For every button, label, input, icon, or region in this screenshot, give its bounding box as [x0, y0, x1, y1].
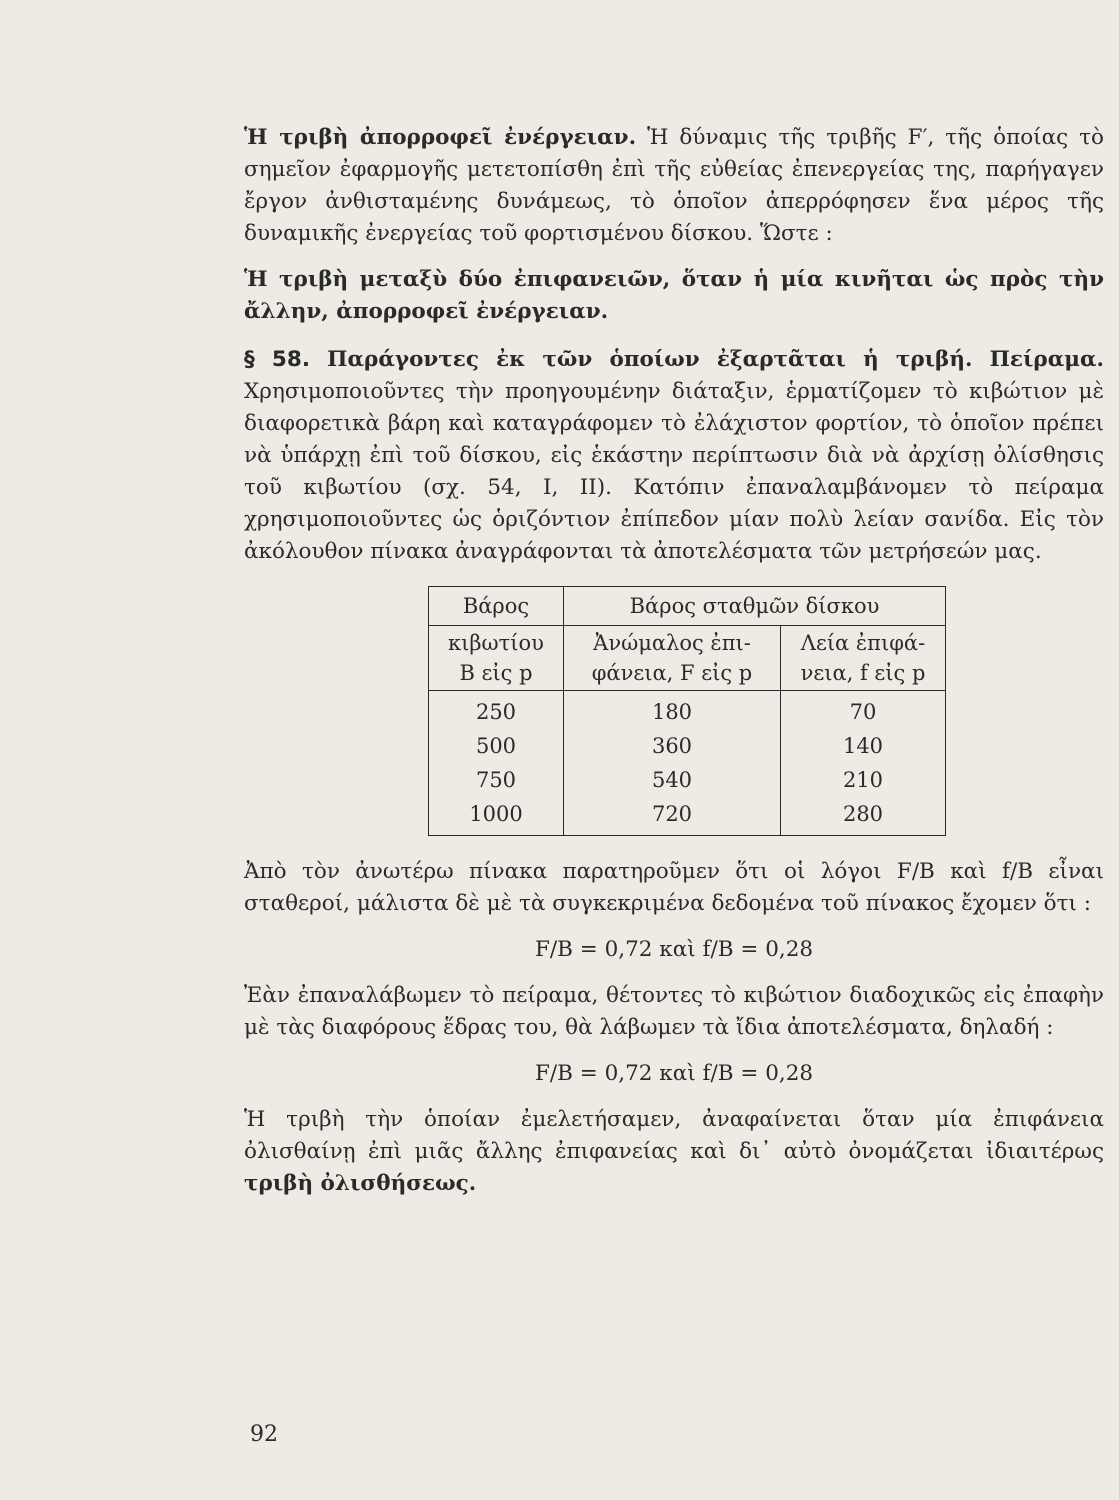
table-cell: 250	[475, 700, 517, 724]
bold-term: τριβὴ ὀλισθήσεως.	[244, 1171, 477, 1196]
table-values-row	[429, 691, 946, 836]
paragraph-text: Ἡ τριβὴ τὴν ὁποίαν ἐμελετήσαμεν, ἀναφαίνεται ὅταν μία ἐπιφάνεια ὀλισθαίνῃ ἐπὶ μιᾶς ἄλλης ἐπιφανείας καὶ δι᾽ αὐτὸ ὀνομάζεται ἰδιαιτέρως	[244, 1107, 1104, 1164]
subheader-smooth-surface: Λεία ἐπιφά- νεια, f εἰς p	[781, 626, 946, 691]
table-cell: 210	[842, 768, 884, 792]
section-text: Χρησιμοποιοῦντες τὴν προηγουμένην διάταξιν, ἑρματίζομεν τὸ κιβώτιον μὲ διαφορετικὰ βάρη καὶ καταγράφομεν τὸ ἐλάχιστον φορτίον, τὸ ὁποῖον πρέπει νὰ ὑπάρχῃ ἐπὶ τοῦ δίσκου, εἰς ἑκάστην περίπτωσιν διὰ νὰ ἀρχίσῃ ὀλίσθησις τοῦ κιβωτίου (σχ. 54, I, II). Κατόπιν ἐπαναλαμβάνομεν τὸ πείραμα χρησιμοποιοῦντες ὡς ὁριζόντιον ἐπίπεδον μίαν πολὺ λείαν σανίδα. Εἰς τὸν ἀκόλουθον πίνακα ἀναγράφονται τὰ ἀποτελέσματα τῶν μετρήσεών μας.	[244, 379, 1104, 564]
section-58	[244, 344, 1104, 568]
column-rough-F	[564, 691, 781, 836]
table-cell: 140	[842, 734, 884, 758]
table-cell: 500	[475, 734, 517, 758]
table-cell: 280	[842, 802, 884, 826]
header-weight: Βάρος	[429, 587, 564, 626]
subheader-box-weight: κιβωτίου B εἰς p	[429, 626, 564, 691]
table-cell: 720	[651, 802, 693, 826]
section-number: § 58.	[244, 347, 311, 372]
paragraph-sliding-friction	[244, 1104, 1104, 1200]
paragraph-text: Ἡ δύναμις τῆς τριβῆς F′, τῆς ὁποίας τὸ σημεῖον ἐφαρμογῆς μετετοπίσθη ἐπὶ τῆς εὐθείας ἐπενεργείας της, παρήγαγεν ἔργον ἀνθισταμένης δυνάμεως, τὸ ὁποῖον ἀπερρόφησεν ἕνα μέρος τῆς δυναμικῆς ἐνεργείας τοῦ φορτισμένου δίσκου. Ὥστε :	[244, 125, 1104, 246]
header-disc-weights: Βάρος σταθμῶν δίσκου	[564, 587, 946, 626]
table-subheader-row	[429, 626, 946, 691]
table-header-row	[429, 587, 946, 626]
table-cell: 180	[651, 700, 693, 724]
paragraph-repeat-experiment: Ἐὰν ἐπαναλάβωμεν τὸ πείραμα, θέτοντες τὸ κιβώτιον διαδοχικῶς εἰς ἐπαφὴν μὲ τὰς διαφόρους ἕδρας του, θὰ λάβωμεν τὰ ἴδια ἀποτελέσματα, δηλαδή :	[244, 983, 1104, 1040]
column-smooth-f	[781, 691, 946, 836]
table-cell: 750	[475, 768, 517, 792]
page-number: 92	[250, 1422, 278, 1447]
paragraph-ratios: Ἀπὸ τὸν ἀνωτέρω πίνακα παρατηροῦμεν ὅτι οἱ λόγοι F/B καὶ f/B εἶναι σταθεροί, μάλιστα δὲ μὲ τὰ συγκεκριμένα δεδομένα τοῦ πίνακος ἔχομεν ὅτι :	[244, 859, 1104, 916]
measurements-table	[428, 586, 946, 836]
table-cell: 1000	[469, 802, 523, 826]
bold-lead: Ἡ τριβὴ ἀπορροφεῖ ἐνέργειαν.	[244, 125, 637, 150]
subheader-rough-surface: Ἀνώμαλος ἐπι- φάνεια, F εἰς p	[564, 626, 781, 691]
table-cell: 540	[651, 768, 693, 792]
column-box-weights	[429, 691, 564, 836]
formula-ratios-1: F/B = 0,72 καὶ f/B = 0,28	[534, 937, 814, 962]
text-column	[244, 122, 1104, 1200]
principle-statement: Ἡ τριβὴ μεταξὺ δύο ἐπιφανειῶν, ὅταν ἡ μία κινῆται ὡς πρὸς τὴν ἄλλην, ἀπορροφεῖ ἐνέργειαν.	[244, 267, 1104, 324]
table-cell: 70	[849, 700, 877, 724]
paragraph-friction-absorbs-energy	[244, 122, 1104, 250]
formula-ratios-2: F/B = 0,72 καὶ f/B = 0,28	[534, 1061, 814, 1086]
table-cell: 360	[651, 734, 693, 758]
section-title: Παράγοντες ἐκ τῶν ὁποίων ἐξαρτᾶται ἡ τριβή. Πείραμα.	[310, 347, 1105, 372]
